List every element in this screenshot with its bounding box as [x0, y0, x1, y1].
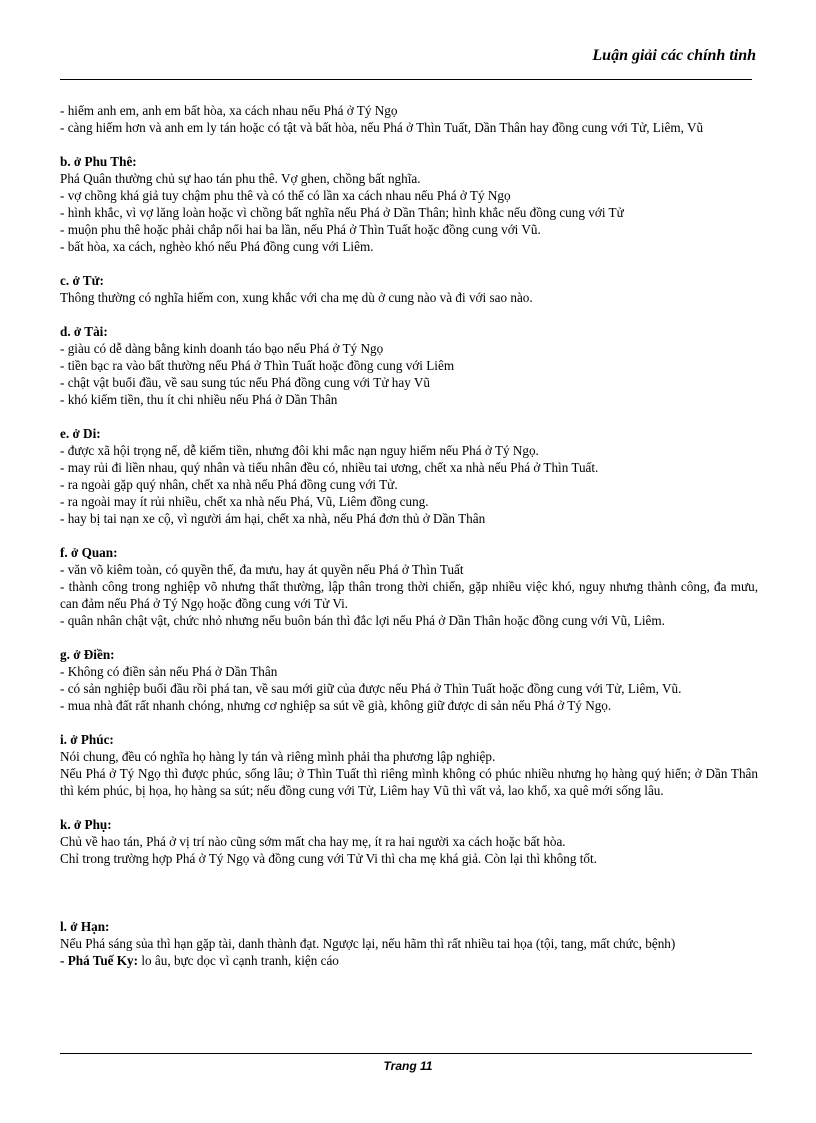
- text-line: Nếu Phá ở Tý Ngọ thì được phúc, sống lâu; ở Thìn Tuất thì riêng mình không có phúc nhiều nhưng họ hàng quý hiển; ở Dần Thân thì kém phúc, bị họa, họ hàng sa sút; nếu đồng cung với Tử, Liêm hay Vũ thì vất vả, lao khổ, xa quê mới sống lâu.: [60, 766, 758, 798]
- text-line: - chật vật buổi đầu, về sau sung túc nếu Phá đồng cung với Tử hay Vũ: [60, 375, 430, 390]
- text-line: - tiền bạc ra vào bất thường nếu Phá ở Thìn Tuất hoặc đồng cung với Liêm: [60, 358, 455, 373]
- text-line: - quân nhân chật vật, chức nhỏ nhưng nếu buôn bán thì đắc lợi nếu Phá ở Dần Thân hoặc đồng cung với Vũ, Liêm.: [60, 613, 665, 628]
- section-di: [60, 425, 758, 527]
- section-han: [60, 918, 758, 969]
- section-heading: i. ở Phúc:: [60, 732, 114, 747]
- section-heading: b. ở Phu Thê:: [60, 154, 137, 169]
- intro-section: [60, 102, 758, 136]
- section-phu-the: [60, 153, 758, 255]
- text-line: - có sản nghiệp buổi đầu rồi phá tan, về sau mới giữ của được nếu Phá ở Thìn Tuất hoặc đồng cung với Tử, Liêm, Vũ.: [60, 681, 682, 696]
- text-line: - muộn phu thê hoặc phải chắp nối hai ba lần, nếu Phá ở Thìn Tuất hoặc đồng cung với Vũ.: [60, 222, 541, 237]
- header-divider: [60, 79, 752, 80]
- section-heading: d. ở Tài:: [60, 324, 108, 339]
- text-line: Chỉ trong trường hợp Phá ở Tý Ngọ và đồng cung với Tử Vi thì cha mẹ khá giả. Còn lại thì không tốt.: [60, 851, 597, 866]
- term-label: - Phá Tuế Ky:: [60, 953, 139, 968]
- text-line: Phá Quân thường chủ sự hao tán phu thê. Vợ ghen, chồng bất nghĩa.: [60, 171, 421, 186]
- text-line: Nói chung, đều có nghĩa họ hàng ly tán và riêng mình phải tha phương lập nghiệp.: [60, 749, 496, 764]
- text-line: - Không có điền sản nếu Phá ở Dần Thân: [60, 664, 278, 679]
- text-line: - thành công trong nghiệp võ nhưng thất thường, lập thân trong thời chiến, gặp nhiều việc khó, nguy nhưng thành công, đa mưu, can đảm nếu Phá ở Tý Ngọ hoặc đồng cung với Tử Vi.: [60, 579, 758, 611]
- text-line: - may rủi đi liền nhau, quý nhân và tiểu nhân đều có, nhiều tai ương, chết xa nhà nếu Phá ở Thìn Tuất.: [60, 460, 599, 475]
- text-line: - hiếm anh em, anh em bất hòa, xa cách nhau nếu Phá ở Tý Ngọ: [60, 103, 398, 118]
- text-line: - ra ngoài may ít rủi nhiều, chết xa nhà nếu Phá, Vũ, Liêm đồng cung.: [60, 494, 429, 509]
- section-phu: [60, 816, 758, 867]
- text-line: - ra ngoài gặp quý nhân, chết xa nhà nếu Phá đồng cung với Tử.: [60, 477, 398, 492]
- page-number: Trang 11: [383, 1059, 433, 1073]
- text-line: - giàu có dễ dàng bằng kinh doanh táo bạo nếu Phá ở Tý Ngọ: [60, 341, 384, 356]
- section-phuc: [60, 731, 758, 799]
- text-line: - càng hiếm hơn và anh em ly tán hoặc có tật và bất hòa, nếu Phá ở Thìn Tuất, Dần Thân hay đồng cung với Tử, Liêm, Vũ: [60, 120, 704, 135]
- text-line: - mua nhà đất rất nhanh chóng, nhưng cơ nghiệp sa sút về già, không giữ được di sản nếu Phá ở Tý Ngọ.: [60, 698, 612, 713]
- text-line: - bất hòa, xa cách, nghèo khó nếu Phá đồng cung với Liêm.: [60, 239, 374, 254]
- section-heading: k. ở Phụ:: [60, 817, 112, 832]
- text-line: Thông thường có nghĩa hiếm con, xung khắc với cha mẹ dù ở cung nào và đi với sao nào.: [60, 290, 533, 305]
- text-line: - văn võ kiêm toàn, có quyền thế, đa mưu, hay át quyền nếu Phá ở Thìn Tuất: [60, 562, 464, 577]
- text-line: - được xã hội trọng nể, dễ kiếm tiền, nhưng đôi khi mắc nạn nguy hiểm nếu Phá ở Tý Ngọ.: [60, 443, 539, 458]
- section-heading: e. ở Di:: [60, 426, 101, 441]
- page-content: [60, 102, 758, 969]
- section-quan: [60, 544, 758, 629]
- text-line: Nếu Phá sáng sủa thì hạn gặp tài, danh thành đạt. Ngược lại, nếu hãm thì rất nhiều tai họa (tội, tang, mất chức, bệnh): [60, 936, 676, 951]
- footer-divider: [60, 1053, 752, 1054]
- text-line: - khó kiếm tiền, thu ít chi nhiều nếu Phá ở Dần Thân: [60, 392, 338, 407]
- section-heading: c. ở Tử:: [60, 273, 104, 288]
- section-heading: l. ở Hạn:: [60, 919, 110, 934]
- term-description: lo âu, bực dọc vì cạnh tranh, kiện cáo: [138, 953, 339, 968]
- text-line: - hay bị tai nạn xe cộ, vì người ám hại, chết xa nhà, nếu Phá đơn thủ ở Dần Thân: [60, 511, 486, 526]
- text-line: Chủ về hao tán, Phá ở vị trí nào cũng sớm mất cha hay mẹ, ít ra hai người xa cách hoặc bất hòa.: [60, 834, 566, 849]
- section-tai: [60, 323, 758, 408]
- section-heading: g. ở Điền:: [60, 647, 115, 662]
- text-line: - hình khắc, vì vợ lăng loàn hoặc vì chồng bất nghĩa nếu Phá ở Dần Thân; hình khắc nếu đồng cung với Tử: [60, 205, 624, 220]
- section-tu: [60, 272, 758, 306]
- section-heading: f. ở Quan:: [60, 545, 118, 560]
- text-line: [60, 952, 758, 969]
- section-dien: [60, 646, 758, 714]
- page-header-title: Luận giải các chính tinh: [592, 47, 756, 64]
- text-line: - vợ chồng khá giả tuy chậm phu thê và có thể có lần xa cách nhau nếu Phá ở Tý Ngọ: [60, 188, 511, 203]
